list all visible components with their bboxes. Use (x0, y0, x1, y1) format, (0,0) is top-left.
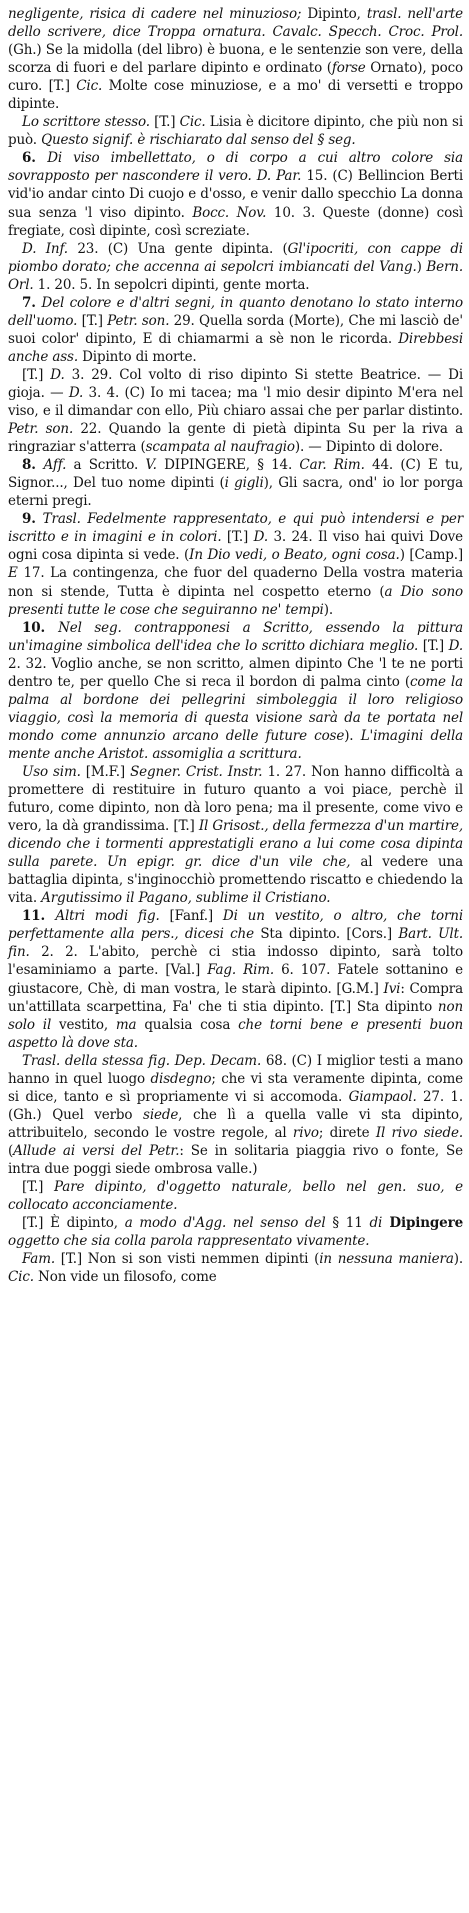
text-run: Dipinto di morte. (77, 348, 197, 365)
italic-run: V. (145, 457, 157, 474)
italic-run: oggetto che sia colla parola rappresentato vivamente. (8, 1233, 370, 1250)
text-run: 22. Quando la gente di pietà dipinta Su per la riva a ringraziar s'atterra ( (8, 421, 463, 456)
italic-run: Bart. Ult. fin. (8, 926, 463, 961)
bold-run: 11. (22, 908, 56, 925)
text-run: : Se in solitaria piaggia rivo o fonte, Se intra due poggi siede ombrosa valle.) (8, 1142, 463, 1177)
text-run: al vedere una battaglia dipinta, s'inginocchiò promettendo riscatto e chiedendo la vita. (8, 854, 463, 907)
italic-run: rivo (292, 1124, 319, 1141)
italic-run: Il Grisost., della fermezza d'un martire, dicendo che i tormenti apprestatigli erano a lui come cosa dipinta sulla parete. Un epigr. gr. dice d'un vile che, (8, 818, 463, 871)
entry-paragraph (8, 5, 463, 113)
italic-run: Cic. (76, 78, 103, 95)
italic-run: Trasl. della stessa fig. Dep. Decam. (22, 1052, 262, 1069)
text-run: ; direte (318, 1124, 376, 1141)
text-run: vestito, (51, 1016, 116, 1033)
text-run: 3. 24. Il viso hai quivi Dove ogni cosa dipinta si vede. ( (8, 529, 463, 564)
italic-run: Argutissimo il Pagano, sublime il Cristiano. (41, 890, 331, 907)
italic-run: Bocc. Nov. (192, 204, 267, 221)
text-run: ) (416, 258, 427, 275)
italic-run: Allude ai versi del Petr. (13, 1142, 180, 1159)
italic-run: Fag. Rim. (207, 962, 275, 979)
italic-run: L'imagini della mente anche Aristot. assomiglia a scrittura. (8, 727, 464, 762)
italic-run: Fam. (22, 1251, 55, 1268)
italic-run: Di viso imbellettato, o di corpo a cui altro colore sia sovrapposto per nascondere il vero. D. Par. (8, 150, 463, 185)
text-run: [T.] (77, 312, 108, 329)
italic-run: Di un vestito, o altro, che torni perfettamente alla pers., dicesi che (8, 908, 464, 943)
text-run: [T.] (221, 529, 254, 546)
italic-run: in nessuna maniera (319, 1251, 454, 1268)
text-run: [Fanf.] (159, 908, 223, 925)
italic-run: D. (68, 384, 84, 401)
text-run: ). (453, 1251, 463, 1268)
text-run: : Compra un'attillata scarpettina, Fa' che ti stia dipinto. [T.] Sta dipinto (8, 980, 464, 1015)
entry-paragraph (8, 366, 463, 456)
italic-run: Direbbesi anche ass. (8, 330, 463, 365)
text-run: ). (344, 727, 361, 744)
italic-run: Petr. son. (107, 312, 170, 329)
text-run: (Gh.) Se la midolla (del libro) è buona, e le sentenzie son vere, della scorza di fuori e del parlare dipinto e ordinato ( (8, 42, 463, 77)
bold-run: Dipingere (382, 1215, 464, 1232)
text-run: ). — Dipinto di dolore. (294, 439, 443, 456)
text-run: 17. La contingenza, che fuor del quaderno Della vostra materia non si stende, Tutta è dipinta nel cospetto eterno ( (8, 565, 463, 600)
italic-run: Cic. (179, 114, 206, 131)
italic-run: trasl. nell'arte dello scrivere, dice Troppa ornatura. Cavalc. Specch. Croc. Prol. (8, 6, 463, 41)
italic-run: Il rivo siede. (375, 1124, 463, 1141)
italic-run: come la palma al bordone dei pellegrini simboleggia il loro religioso viaggio, così la memoria di questa visione sarà da te portata nel mondo come annunzio arcano delle future cose (8, 673, 463, 744)
italic-run: a Dio sono presenti tutte le cose che seguiranno ne' tempi (8, 583, 464, 618)
italic-run: i gigli (224, 475, 264, 492)
italic-run: Petr. son. (8, 421, 74, 438)
text-run: 15. (C) Bellincion Berti vid'io andar cinto Di cuojo e d'osso, e venir dallo specchio La donna sua senza 'l viso dipinto. (8, 168, 463, 221)
text-run: 2. 32. Voglio anche, se non scritto, almen dipinto Che 'l te ne porti dentro te, per quello Che si reca il bordon di palma cinto ( (8, 655, 463, 690)
italic-run: che torni bene e presenti buon aspetto là dove sta. (8, 1016, 464, 1051)
italic-run: siede (143, 1106, 179, 1123)
italic-run: Trasl. Fedelmente rappresentato, e qui può intendersi e per iscritto e in imagini e in colori. (8, 511, 464, 546)
entry-paragraph (8, 510, 463, 618)
italic-run: Giampaol. (348, 1088, 417, 1105)
italic-run: Bern. Orl. (8, 258, 463, 293)
text-run: ). (323, 601, 333, 618)
text-run: 27. 1. (Gh.) Quel verbo (8, 1088, 463, 1123)
text-run: a Scritto. (66, 457, 146, 474)
text-run: Dipinto, (307, 6, 367, 22)
bold-run: 6. (22, 150, 48, 167)
text-run: [T.] È dipinto, (22, 1215, 125, 1232)
italic-run: E (8, 565, 18, 582)
italic-run: Altri modi fig. (55, 908, 160, 925)
text-run: 3. 4. (C) Io mi tacea; ma 'l mio desir dipinto M'era nel viso, e il dimandar con ello, Più chiaro assai che per parlar distinto. (8, 384, 463, 420)
italic-run: Aff. (43, 457, 67, 474)
entry-paragraph (8, 149, 463, 239)
entry-paragraph (8, 1052, 463, 1178)
text-run: [T.] (149, 114, 180, 131)
text-run: 3. 29. Col volto di riso dipinto Si stette Beatrice. — Di gioja. — (8, 366, 463, 401)
entry-paragraph (8, 907, 463, 1051)
italic-run: Lo scrittore stesso. (22, 114, 150, 131)
text-run: 10. 3. Queste (donne) così fregiate, così dipinte, così screziate. (8, 204, 464, 239)
text-run: ; che vi sta veramente dipinta, come si dice, tanto e sì propriamente vi si accomoda. (8, 1070, 463, 1105)
text-run: Ornato), poco curo. [T.] (8, 60, 463, 95)
text-run: 6. 107. Fatele sottanino e giustacore, Chè, di man vostra, le starà dipinto. [G.M.] (8, 962, 463, 997)
italic-run: non solo il (8, 998, 463, 1033)
text-run: [M.F.] (80, 763, 131, 780)
italic-run: Ivi (383, 980, 401, 997)
text-run: Lisia è dicitore dipinto, che più non si può. (8, 114, 463, 149)
text-run: 68. (C) I miglior testi a mano hanno in quel luogo (8, 1052, 464, 1087)
italic-run: ma (115, 1016, 137, 1033)
text-run: Non vide un filosofo, come (33, 1269, 217, 1286)
bold-run: 8. (22, 457, 44, 474)
text-run: Sta dipinto. [Cors.] (253, 926, 399, 943)
italic-run: Del colore e d'altri segni, in quanto denotano lo stato interno dell'uomo. (8, 294, 463, 329)
italic-run: Segner. Crist. Instr. (130, 763, 263, 780)
entry-paragraph (8, 240, 463, 294)
italic-run: a modo d'Agg. nel senso del (124, 1215, 326, 1232)
text-run: 44. (C) E tu, Signor..., Del tuo nome dipinti ( (8, 457, 463, 492)
italic-run: Uso sim. (22, 763, 81, 780)
text-run: 1. 20. 5. In sepolcri dipinti, gente morta. (33, 276, 310, 293)
italic-run: Car. Rim. (299, 457, 365, 474)
smallcaps-run: DIPINGERE, § 14. (156, 457, 300, 474)
italic-run: D. (50, 366, 65, 383)
text-run: § 11 (325, 1215, 370, 1232)
text-run: [T.] (22, 1179, 54, 1196)
italic-run: Pare dipinto, d'oggetto naturale, bello nel gen. suo, e collocato acconciamente. (8, 1179, 463, 1214)
italic-run: forse (331, 60, 366, 77)
italic-run: negligente, risica di cadere nel minuzioso; (8, 6, 308, 22)
italic-run: Questo signif. è rischiarato dal senso del § seg. (41, 132, 356, 149)
italic-run: di (369, 1215, 383, 1232)
entry-paragraph (8, 113, 463, 149)
entry-paragraph (8, 294, 463, 366)
text-run: qualsia cosa (136, 1016, 239, 1033)
text-run: , che lì a quella valle vi sta dipinto, attribuitelo, secondo le vostre regole, al (8, 1106, 463, 1141)
bold-run: 7. (22, 294, 42, 311)
italic-run: scampata al naufragio (145, 439, 295, 456)
text-run: 2. 2. L'abito, perchè ci stia indosso dipinto, sarà tolto l'esaminiamo a parte. [Val.] (8, 944, 463, 979)
text-run: ( (8, 1142, 14, 1159)
entry-paragraph (8, 456, 463, 510)
text-run: ) [Camp.] (399, 547, 464, 564)
text-run: ), Gli sacra, ond' io lor porga eterni pregi. (8, 475, 463, 510)
italic-run: In Dio vedi, o Beato, ogni cosa. (189, 547, 400, 564)
text-run: [T.] Non si son visti nemmen dipinti ( (55, 1251, 320, 1268)
entry-paragraph (8, 1178, 463, 1214)
italic-run: Cic. (8, 1269, 34, 1286)
bold-run: 10. (22, 619, 59, 636)
entry-paragraph (8, 763, 463, 907)
italic-run: D. (253, 529, 268, 546)
entry-paragraph (8, 619, 463, 763)
text-run: [T.] (22, 366, 51, 383)
text-run: [T.] (418, 637, 449, 654)
bold-run: 9. (22, 511, 43, 528)
italic-run: Nel seg. contrapponesi a Scritto, essendo la pittura un'imagine simbolica dell'idea che lo scritto dichiara meglio. (8, 619, 463, 654)
entry-paragraph (8, 1250, 463, 1286)
entry-paragraph (8, 1214, 463, 1250)
text-run: 1. 27. Non hanno difficoltà a promettere di restituire in futuro quanto a voi piace, perchè il futuro, come dipinto, non dà loro pena; ma il presente, come vivo e vero, la dà grandissima. [T.] (8, 763, 463, 835)
text-run: 29. Quella sorda (Morte), Che mi lasciò de' suoi color' dipinto, E di chiamarmi a sè non le ricorda. (8, 312, 463, 347)
italic-run: D. (448, 637, 464, 654)
text-run: Molte cose minuziose, e a mo' di versetti e troppo dipinte. (8, 78, 463, 113)
italic-run: D. Inf. (22, 240, 68, 257)
italic-run: disdegno (150, 1070, 212, 1087)
text-run: 23. (C) Una gente dipinta. ( (67, 240, 288, 257)
italic-run: Gl'ipocriti, con cappe di piombo dorato; che accenna ai sepolcri imbiancati del Vang. (8, 240, 463, 275)
